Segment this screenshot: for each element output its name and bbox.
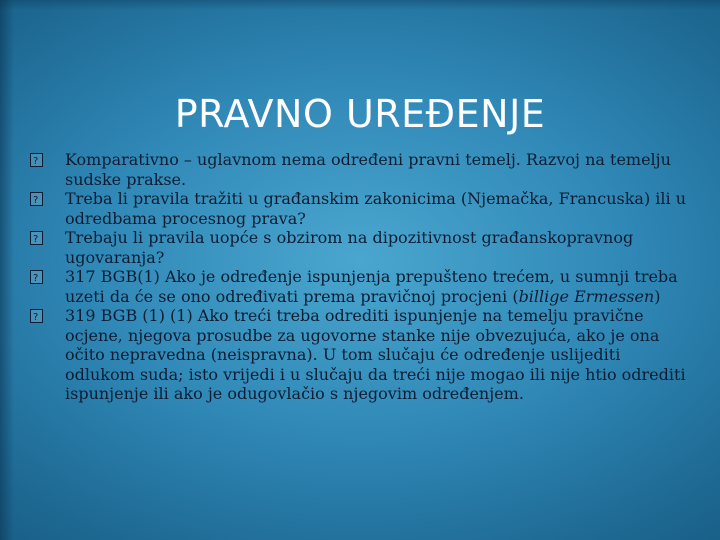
bullet-text-end: )	[654, 286, 661, 306]
slide-title: PRAVNO UREĐENJE	[174, 92, 546, 136]
bullet-text: Trebaju li pravila uopće s obzirom na dipozitivnost građanskopravnog ugovaranja?	[65, 228, 634, 267]
bullet-text-italic: billige Ermessen	[518, 286, 655, 306]
bullet-marker-icon	[30, 192, 43, 206]
bullet-item	[30, 189, 695, 228]
slide-top-shadow	[0, 0, 720, 10]
bullet-marker-icon	[30, 270, 43, 284]
bullet-text: 319 BGB (1) (1) Ako treći treba odrediti ispunjenje na temelju pravične ocjene, njegova prosudbe za ugovorne stanke nije obvezujuća, ako je ona očito nepravedna (neispravna). U tom slučaju će određenje uslijediti odlukom suda; isto vrijedi i u slučaju da treći nije mogao ili nije htio odrediti ispunjenje ili ako je odugovlačio s njegovim određenjem.	[65, 306, 686, 403]
bullet-marker-icon	[30, 309, 43, 323]
bullet-list	[30, 150, 695, 404]
bullet-text: Komparativno – uglavnom nema određeni pravni temelj. Razvoj na temelju sudske prakse.	[65, 150, 671, 189]
bullet-text: Treba li pravila tražiti u građanskim zakonicima (Njemačka, Francuska) ili u odredbama procesnog prava?	[65, 189, 687, 228]
slide-left-shadow	[0, 0, 14, 540]
bullet-marker-icon	[30, 153, 43, 167]
bullet-item	[30, 228, 695, 267]
bullet-item	[30, 267, 695, 306]
bullet-text: 317 BGB(1) Ako je određenje ispunjenja prepušteno trećem, u sumnji treba uzeti da će se ono određivati prema pravičnoj procjeni (	[65, 267, 678, 306]
bullet-item	[30, 150, 695, 189]
bullet-marker-icon	[30, 231, 43, 245]
bullet-item	[30, 306, 695, 404]
